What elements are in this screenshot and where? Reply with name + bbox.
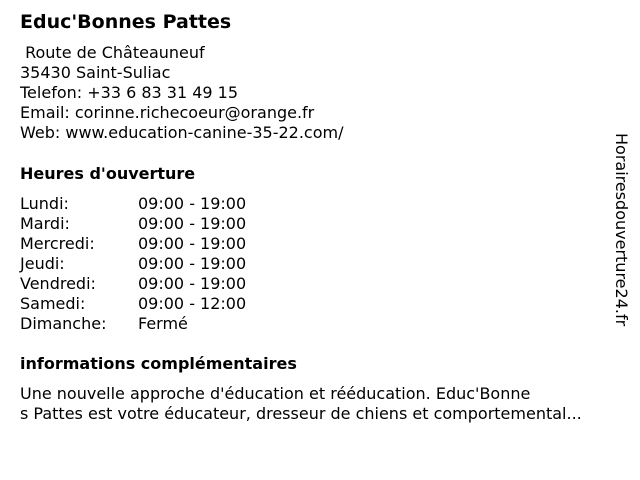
day-label: Dimanche: xyxy=(20,314,107,333)
time-range: Fermé xyxy=(138,314,188,333)
time-range: 09:00 - 19:00 xyxy=(138,254,247,273)
opening-hours-heading: Heures d'ouverture xyxy=(20,164,196,183)
day-label: Samedi: xyxy=(20,294,86,313)
day-label: Mardi: xyxy=(20,214,70,233)
postal-city: 35430 Saint-Suliac xyxy=(20,63,171,82)
time-range: 09:00 - 19:00 xyxy=(138,214,247,233)
day-label: Lundi: xyxy=(20,194,69,213)
phone-number: Telefon: +33 6 83 31 49 15 xyxy=(20,83,239,102)
additional-info-heading: informations complémentaires xyxy=(20,354,297,373)
day-label: Mercredi: xyxy=(20,234,95,253)
website: Web: www.education-canine-35-22.com/ xyxy=(20,123,344,142)
business-name: Educ'Bonnes Pattes xyxy=(20,11,232,33)
contact-block xyxy=(20,43,343,143)
site-watermark: Horairesdouverture24.fr xyxy=(612,133,631,327)
time-range: 09:00 - 19:00 xyxy=(138,274,247,293)
time-range: 09:00 - 19:00 xyxy=(138,194,247,213)
day-label: Vendredi: xyxy=(20,274,96,293)
description-line: Une nouvelle approche d'éducation et rééducation. Educ'Bonne xyxy=(20,384,531,403)
time-range: 09:00 - 12:00 xyxy=(138,294,247,313)
business-description xyxy=(20,384,630,424)
time-range: 09:00 - 19:00 xyxy=(138,234,247,253)
street-address: Route de Châteauneuf xyxy=(20,43,205,62)
description-line: s Pattes est votre éducateur, dresseur de chiens et comportemental... xyxy=(20,404,582,423)
email-address: Email: corinne.richecoeur@orange.fr xyxy=(20,103,315,122)
day-label: Jeudi: xyxy=(20,254,65,273)
